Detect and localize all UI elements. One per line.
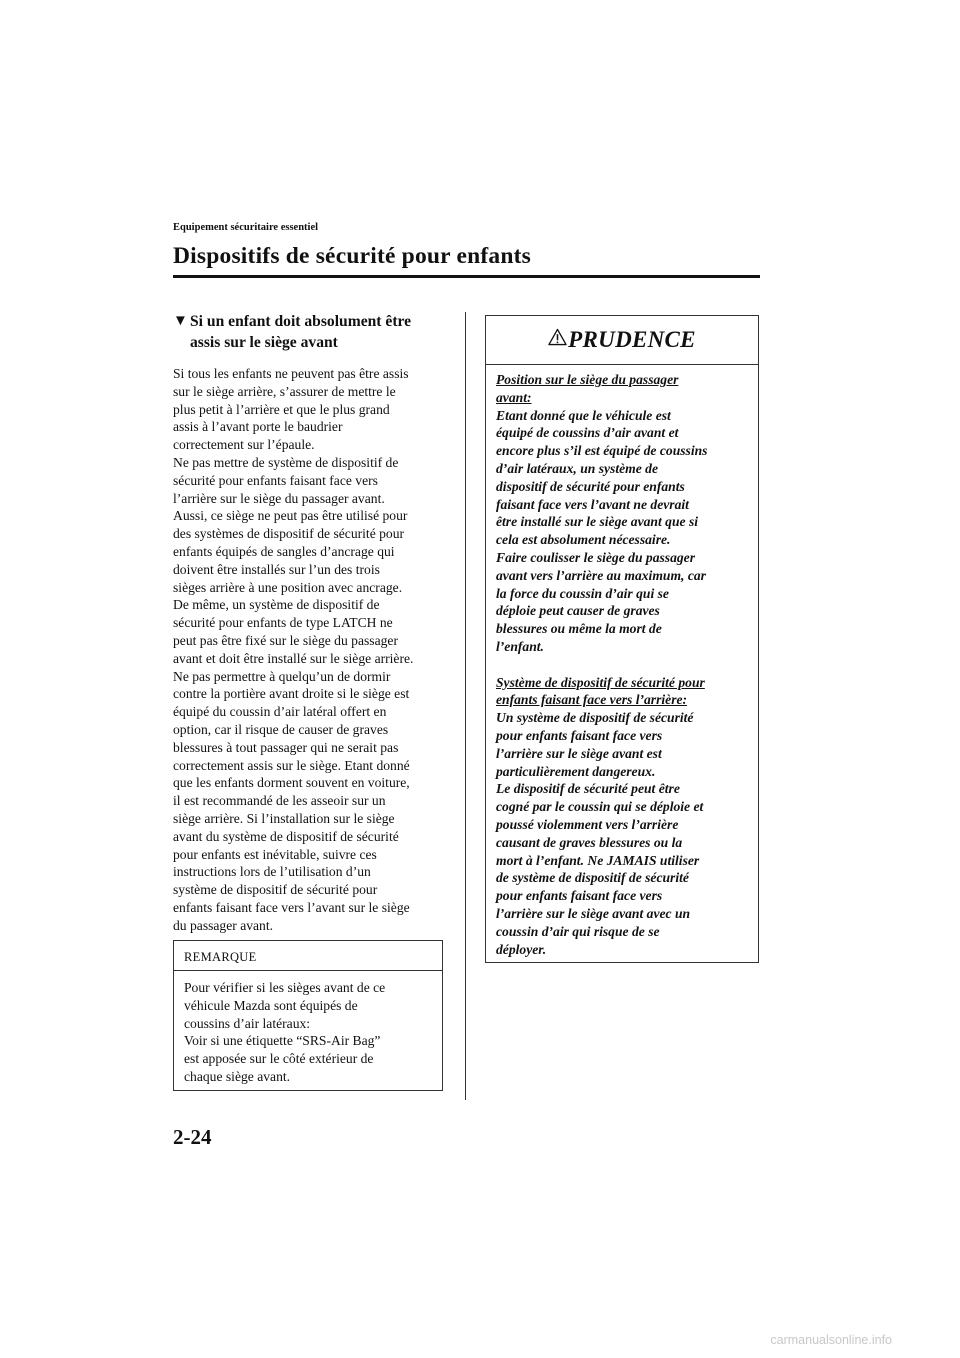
caution-header — [486, 316, 758, 365]
caution-section-text: Etant donné que le véhicule est équipé de coussins d’air avant et encore plus s’il est équipé de coussins d’air latéraux, un système de dispositif de sécurité pour enfants faisant face vers l’avant ne devrait être installé sur le siège avant que si cela est absolument nécessaire. Faire coulisser le siège du passager avant vers l’arrière au maximum, car la force du coussin d’air qui se déploie peut causer de graves blessures ou même la mort de l’enfant. — [496, 407, 708, 654]
subsection-heading — [173, 311, 450, 353]
watermark: carmanualsonline.info — [770, 1333, 892, 1347]
caution-section-heading: Position sur le siège du passager avant: — [496, 372, 679, 405]
page-title: Dispositifs de sécurité pour enfants — [173, 243, 531, 269]
triangle-bullet-icon: ▼ — [173, 313, 188, 329]
body-paragraph: Si tous les enfants ne peuvent pas être assis sur le siège arrière, s’assurer de mettre le plus petit à l’arrière et que le plus grand assis à l’avant porte le baudrier correctement sur l’épaule. Ne pas mettre de système de dispositif de sécurité pour enfants faisant face vers l’arrière sur le siège du passager avant. Aussi, ce siège ne peut pas être utilisé pour des systèmes de dispositif de sécurité pour enfants équipés de sangles d’ancrage qui doivent être installés sur l’un des trois sièges arrière à une position avec ancrage. De même, un système de dispositif de sécurité pour enfants de type LATCH ne peut pas être fixé sur le siège du passager avant et doit être installé sur le siège arrière. Ne pas permettre à quelqu’un de dormir contre la portière avant droite si le siège est équipé du coussin d’air latéral offert en option, car il risque de causer de graves blessures à tout passager qui ne serait pas correctement assis sur le siège. Etant donné que les enfants dorment souvent en voiture, il est recommandé de les asseoir sur un siège arrière. Si l’installation sur le siège avant du système de dispositif de sécurité pour enfants est inévitable, suivre ces instructions lors de l’utilisation d’un système de dispositif de sécurité pour enfants faisant face vers l’avant sur le siège du passager avant. — [173, 366, 414, 933]
caution-title: PRUDENCE — [568, 327, 696, 352]
section-gap — [496, 656, 750, 674]
caution-section-text: Un système de dispositif de sécurité pour enfants faisant face vers l’arrière sur le siège avant est particulièrement dangereux. Le dispositif de sécurité peut être cogné par le coussin qui se déploie et poussé violemment vers l’arrière causant de graves blessures ou la mort à l’enfant. Ne JAMAIS utiliser de système de dispositif de sécurité pour enfants faisant face vers l’arrière sur le siège avant avec un coussin d’air qui risque de se déployer. — [496, 710, 704, 957]
caution-body — [486, 365, 758, 958]
left-column — [173, 311, 450, 935]
warning-triangle-icon — [548, 328, 567, 346]
page-number: 2-24 — [173, 1125, 212, 1149]
caution-box — [485, 315, 759, 963]
section-label: Equipement sécuritaire essentiel — [173, 222, 319, 233]
note-body: Pour vérifier si les sièges avant de ce véhicule Mazda sont équipés de coussins d’air latéraux: Voir si une étiquette “SRS-Air Bag” est apposée sur le côté extérieur de chaque siège avant. — [184, 980, 386, 1084]
title-rule — [173, 275, 760, 278]
note-box — [173, 940, 443, 1091]
caution-section-heading: Système de dispositif de sécurité pour enfants faisant face vers l’arrière: — [496, 674, 705, 708]
subsection-heading-text: Si un enfant doit absolument être assis sur le siège avant — [190, 313, 412, 351]
column-divider — [465, 312, 466, 1100]
note-title: REMARQUE — [174, 941, 442, 971]
